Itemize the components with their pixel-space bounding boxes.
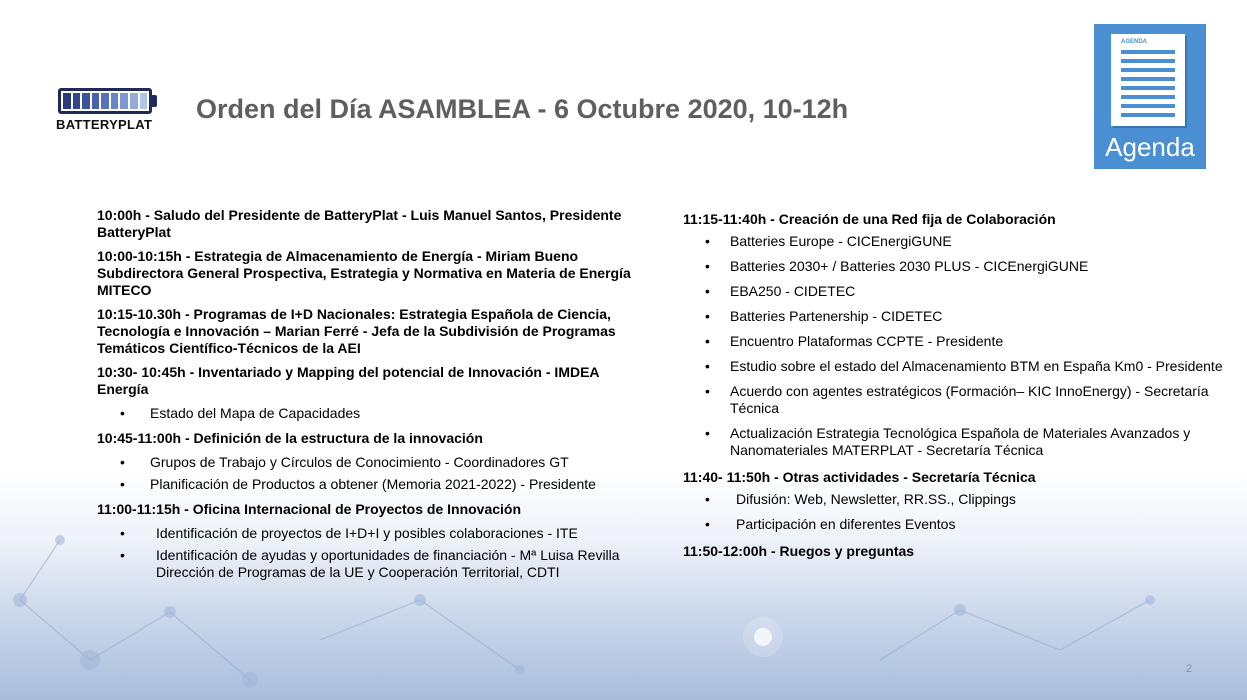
agenda-list-item: • Batteries 2030+ / Batteries 2030 PLUS - CICEnergiGUNE: [683, 258, 1223, 275]
agenda-section-heading: 10:00-10:15h - Estrategia de Almacenamiento de Energía - Miriam Bueno Subdirectora General Prospectiva, Estrategia y Normativa en Materia de Energía MITECO: [97, 248, 631, 298]
agenda-list-item: • Planificación de Productos a obtener (Memoria 2021-2022) - Presidente: [97, 476, 637, 493]
agenda-list-item: • Grupos de Trabajo y Círculos de Conocimiento - Coordinadores GT: [97, 454, 637, 471]
agenda-section-heading: 11:50-12:00h - Ruegos y preguntas: [683, 543, 915, 559]
slide-title: Orden del Día ASAMBLEA - 6 Octubre 2020, 10-12h: [196, 94, 849, 124]
agenda-right-column: [683, 211, 1223, 567]
batteryplat-logo: [56, 88, 160, 136]
agenda-item-list: [97, 525, 637, 581]
agenda-list-item: • Identificación de ayudas y oportunidades de financiación - Mª Luisa Revilla Dirección de Programas de la UE y Cooperación Territorial, CDTI: [97, 547, 637, 581]
agenda-list-item: • Batteries Europe - CICEnergiGUNE: [683, 233, 1223, 250]
logo-text: BATTERYPLAT: [56, 117, 153, 132]
agenda-left-column: [97, 207, 637, 589]
agenda-item-list: [683, 491, 1223, 533]
agenda-item-list: [683, 233, 1223, 459]
agenda-list-item: • Participación en diferentes Eventos: [683, 516, 1223, 533]
agenda-section-heading: 11:15-11:40h - Creación de una Red fija de Colaboración: [683, 211, 1056, 227]
agenda-section-heading: 10:30- 10:45h - Inventariado y Mapping del potencial de Innovación - IMDEA Energía: [97, 364, 600, 397]
agenda-item-list: [97, 454, 637, 493]
agenda-section-heading: 10:00h - Saludo del Presidente de BatteryPlat - Luis Manuel Santos, Presidente BatteryPlat: [97, 207, 622, 240]
agenda-list-item: • Actualización Estrategia Tecnológica Española de Materiales Avanzados y Nanomateriales MATERPLAT - Secretaría Técnica: [683, 425, 1223, 459]
agenda-section-heading: 11:00-11:15h - Oficina Internacional de Proyectos de Innovación: [97, 501, 522, 517]
agenda-section-heading: 11:40- 11:50h - Otras actividades - Secretaría Técnica: [683, 469, 1036, 485]
agenda-icon-title: AGENDA: [1121, 39, 1148, 45]
agenda-list-item: • Encuentro Plataformas CCPTE - Presidente: [683, 333, 1223, 350]
agenda-list-item: • Identificación de proyectos de I+D+I y posibles colaboraciones - ITE: [97, 525, 637, 542]
page-number: 2: [1186, 663, 1193, 675]
battery-logo-icon: [58, 88, 152, 114]
agenda-item-list: [97, 405, 637, 422]
agenda-list-item: • Estado del Mapa de Capacidades: [97, 405, 637, 422]
agenda-icon: [1094, 24, 1206, 169]
agenda-list-item: • Difusión: Web, Newsletter, RR.SS., Clippings: [683, 491, 1223, 508]
agenda-list-item: • Estudio sobre el estado del Almacenamiento BTM en España Km0 - Presidente: [683, 358, 1223, 375]
agenda-list-item: • EBA250 - CIDETEC: [683, 283, 1223, 300]
agenda-document-icon: [1111, 34, 1185, 126]
agenda-section-heading: 10:45-11:00h - Definición de la estructura de la innovación: [97, 430, 483, 446]
agenda-list-item: • Acuerdo con agentes estratégicos (Formación– KIC InnoEnergy) - Secretaría Técnica: [683, 383, 1223, 417]
agenda-section-heading: 10:15-10.30h - Programas de I+D Nacionales: Estrategia Española de Ciencia, Tecnología e Innovación – Marian Ferré - Jefa de la Subdivisión de Programas Temáticos Científico-Técnicos de la AEI: [97, 306, 616, 356]
agenda-list-item: • Batteries Partenership - CIDETEC: [683, 308, 1223, 325]
agenda-icon-label: Agenda: [1105, 132, 1195, 162]
